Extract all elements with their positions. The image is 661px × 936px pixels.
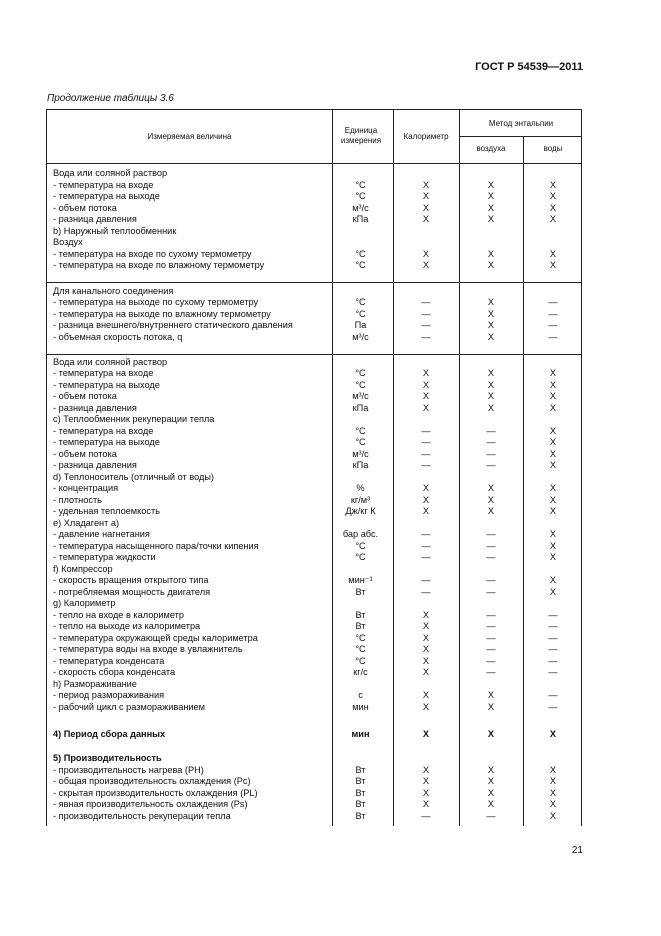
row-unit: °С <box>355 437 366 447</box>
row-label: Вода или соляной раствор <box>53 356 168 367</box>
row-label: - тепло на выходе из калориметра <box>53 621 201 631</box>
row-air-enthalpy: X <box>487 764 495 775</box>
table-row <box>47 529 583 541</box>
row-water-enthalpy: X <box>549 202 557 213</box>
row-label: Воздух <box>53 237 83 247</box>
row-air-enthalpy: — <box>486 575 496 585</box>
row-unit: Вт <box>355 799 366 809</box>
table-row <box>47 610 583 622</box>
row-air-enthalpy: — <box>486 644 496 654</box>
row-unit: °С <box>355 368 366 378</box>
row-unit: Вт <box>355 764 366 775</box>
row-unit: °С <box>355 425 366 436</box>
row-unit: % <box>356 483 365 493</box>
row-label: - рабочий цикл с размораживанием <box>53 701 205 712</box>
row-label: - температура жидкости <box>53 552 156 562</box>
table-row <box>47 380 583 392</box>
row-unit: °С <box>355 179 366 190</box>
row-calorimeter: X <box>422 644 430 654</box>
row-water-enthalpy: X <box>549 402 557 413</box>
table-row <box>47 214 583 226</box>
col-header-enthalpy: Метод энтальпии <box>488 119 554 128</box>
row-water-enthalpy: — <box>548 701 558 712</box>
row-water-enthalpy: — <box>548 331 558 342</box>
table-row <box>47 518 583 530</box>
table-row <box>47 729 583 741</box>
row-water-enthalpy: X <box>549 575 557 585</box>
row-water-enthalpy: X <box>549 529 557 539</box>
table-row <box>47 391 583 403</box>
row-label: - производительность рекуперации тепла <box>53 810 231 821</box>
row-calorimeter: — <box>421 308 431 319</box>
row-water-enthalpy: — <box>548 320 558 330</box>
row-air-enthalpy: — <box>486 448 496 459</box>
row-air-enthalpy: — <box>486 655 496 666</box>
row-unit: кПа <box>352 214 369 224</box>
row-label: - разница давления <box>53 214 137 224</box>
row-calorimeter: — <box>421 297 431 307</box>
row-calorimeter: X <box>422 379 430 390</box>
row-air-enthalpy: X <box>487 308 495 319</box>
row-unit: м³/с <box>352 391 369 401</box>
row-water-enthalpy: X <box>549 586 557 597</box>
row-water-enthalpy: — <box>548 644 558 654</box>
row-air-enthalpy: — <box>486 810 496 821</box>
row-water-enthalpy: — <box>548 690 558 700</box>
table-row <box>47 403 583 415</box>
row-label: - разница давления <box>53 460 137 470</box>
row-unit: м³/с <box>352 202 369 213</box>
row-calorimeter: X <box>422 391 430 401</box>
col-header-air: воздуха <box>476 144 506 153</box>
row-air-enthalpy: — <box>486 586 496 597</box>
row-unit: °С <box>355 308 366 319</box>
row-label: - температура на выходе <box>53 379 160 390</box>
row-air-enthalpy: — <box>486 437 496 447</box>
table-row <box>47 621 583 633</box>
row-unit: с <box>358 690 363 700</box>
row-water-enthalpy: X <box>549 368 557 378</box>
row-unit: кг/с <box>353 667 368 677</box>
row-air-enthalpy: — <box>486 609 496 620</box>
row-unit: м³/с <box>352 448 369 459</box>
row-calorimeter: X <box>422 609 430 620</box>
table-row <box>47 575 583 587</box>
row-water-enthalpy: X <box>549 248 557 259</box>
row-label: - общая производительность охлаждения (Рс) <box>53 776 251 786</box>
row-air-enthalpy: X <box>487 690 495 700</box>
row-calorimeter: — <box>421 540 431 551</box>
row-label: b) Наружный теплообменник <box>53 225 177 236</box>
row-water-enthalpy: — <box>548 632 558 643</box>
row-calorimeter: X <box>422 787 430 798</box>
table-row <box>47 309 583 321</box>
row-water-enthalpy: X <box>549 552 557 562</box>
row-unit: бар абс. <box>342 529 379 539</box>
table-row <box>47 297 583 309</box>
row-water-enthalpy: — <box>548 667 558 677</box>
row-unit: Вт <box>355 787 366 798</box>
row-label: - потребляемая мощность двигателя <box>53 586 211 597</box>
row-water-enthalpy: X <box>549 260 557 270</box>
row-calorimeter: X <box>422 729 430 739</box>
row-label: - объем потока <box>53 202 117 213</box>
row-unit: Дж/кг К <box>345 506 376 516</box>
table-row <box>47 644 583 656</box>
table-row <box>47 449 583 461</box>
row-water-enthalpy: X <box>549 787 557 798</box>
row-air-enthalpy: X <box>487 494 495 505</box>
table-row <box>47 426 583 438</box>
row-air-enthalpy: X <box>487 179 495 190</box>
row-label: - температура на входе по влажному термометру <box>53 260 265 270</box>
data-table <box>46 109 582 826</box>
row-air-enthalpy: X <box>487 483 495 493</box>
row-water-enthalpy: X <box>549 540 557 551</box>
row-unit: м³/с <box>352 331 369 342</box>
table-row <box>47 286 583 298</box>
row-air-enthalpy: — <box>486 540 496 551</box>
row-calorimeter: — <box>421 320 431 330</box>
row-calorimeter: X <box>422 621 430 631</box>
row-calorimeter: — <box>421 448 431 459</box>
row-label: - производительность нагрева (PH) <box>53 764 204 775</box>
row-air-enthalpy: X <box>487 248 495 259</box>
row-air-enthalpy: — <box>486 529 496 539</box>
row-air-enthalpy: X <box>487 368 495 378</box>
row-calorimeter: — <box>421 586 431 597</box>
row-label: - объемная скорость потока, q <box>53 331 183 342</box>
row-label: - объем потока <box>53 391 117 401</box>
row-label: Вода или соляной раствор <box>53 168 168 178</box>
row-water-enthalpy: X <box>549 494 557 505</box>
table-row <box>47 237 583 249</box>
row-water-enthalpy: X <box>549 799 557 809</box>
table-row <box>47 368 583 380</box>
row-calorimeter: X <box>422 632 430 643</box>
row-air-enthalpy: X <box>487 391 495 401</box>
row-calorimeter: X <box>422 483 430 493</box>
row-label: - тепло на входе в калориметр <box>53 609 184 620</box>
row-label: - скорость вращения открытого типа <box>53 575 209 585</box>
row-label: - температура на выходе <box>53 191 160 201</box>
table-row <box>47 765 583 777</box>
row-water-enthalpy: X <box>549 437 557 447</box>
row-unit: °С <box>355 297 366 307</box>
row-label: g) Калориметр <box>53 598 116 608</box>
row-calorimeter: X <box>422 191 430 201</box>
row-water-enthalpy: X <box>549 379 557 390</box>
row-label: 5) Производительность <box>53 753 162 763</box>
table-row <box>47 472 583 484</box>
row-unit: °С <box>355 260 366 270</box>
row-air-enthalpy: X <box>487 202 495 213</box>
table-row <box>47 483 583 495</box>
row-air-enthalpy: X <box>487 776 495 786</box>
table-row <box>47 690 583 702</box>
row-unit: Вт <box>355 609 366 620</box>
table-row <box>47 541 583 553</box>
row-label: - температура на входе <box>53 179 154 190</box>
row-water-enthalpy: X <box>549 764 557 775</box>
row-calorimeter: — <box>421 575 431 585</box>
row-unit: °С <box>355 379 366 390</box>
row-label: f) Компрессор <box>53 563 113 574</box>
row-unit: мин⁻¹ <box>348 575 373 585</box>
row-air-enthalpy: X <box>487 214 495 224</box>
row-water-enthalpy: X <box>549 506 557 516</box>
row-unit: Вт <box>355 810 366 821</box>
row-air-enthalpy: X <box>487 506 495 516</box>
row-label: h) Размораживание <box>53 678 137 689</box>
col-header-water: воды <box>543 144 563 153</box>
row-calorimeter: — <box>421 460 431 470</box>
row-unit: °С <box>355 644 366 654</box>
row-air-enthalpy: — <box>486 552 496 562</box>
row-water-enthalpy: — <box>548 297 558 307</box>
col-header-unit: Единица измерения <box>340 126 382 145</box>
row-label: е) Хладагент а) <box>53 517 120 528</box>
row-water-enthalpy: X <box>549 729 557 739</box>
row-air-enthalpy: — <box>486 621 496 631</box>
table-caption: Продолжение таблицы 3.6 <box>47 93 174 104</box>
row-air-enthalpy: X <box>487 787 495 798</box>
row-calorimeter: — <box>421 425 431 436</box>
row-air-enthalpy: X <box>487 331 495 342</box>
row-calorimeter: X <box>422 368 430 378</box>
row-calorimeter: X <box>422 776 430 786</box>
row-label: - разница давления <box>53 402 137 413</box>
row-calorimeter: X <box>422 202 430 213</box>
row-calorimeter: — <box>421 529 431 539</box>
row-label: - концентрация <box>53 483 119 493</box>
row-label: - скорость сбора конденсата <box>53 667 176 677</box>
row-water-enthalpy: X <box>549 448 557 459</box>
table-row <box>47 191 583 203</box>
row-unit: Па <box>354 320 367 330</box>
table-row <box>47 249 583 261</box>
table-row <box>47 811 583 823</box>
row-label: - разница внешнего/внутреннего статического давления <box>53 320 293 330</box>
table-row <box>47 460 583 472</box>
table-row <box>47 753 583 765</box>
table-row <box>47 226 583 238</box>
col-header-calorimeter: Калориметр <box>403 132 449 141</box>
row-label: - плотность <box>53 494 102 505</box>
row-water-enthalpy: — <box>548 609 558 620</box>
row-calorimeter: X <box>422 214 430 224</box>
row-label: - объем потока <box>53 448 117 459</box>
row-label: - температура на входе <box>53 425 154 436</box>
row-air-enthalpy: X <box>487 320 495 330</box>
row-unit: °С <box>355 191 366 201</box>
row-air-enthalpy: — <box>486 632 496 643</box>
row-water-enthalpy: — <box>548 308 558 319</box>
table-row <box>47 656 583 668</box>
row-calorimeter: X <box>422 701 430 712</box>
col-header-quantity: Измеряемая величина <box>147 132 232 141</box>
row-label: - давление нагнетания <box>53 529 150 539</box>
table-row <box>47 702 583 714</box>
row-water-enthalpy: X <box>549 776 557 786</box>
row-unit: мин <box>351 729 370 739</box>
page-number: 21 <box>571 845 583 856</box>
table-row <box>47 564 583 576</box>
table-row <box>47 495 583 507</box>
row-label: - температура на выходе <box>53 437 160 447</box>
row-calorimeter: X <box>422 402 430 413</box>
row-label: с) Теплообменник рекуперации тепла <box>53 414 215 424</box>
table-header <box>47 110 581 164</box>
row-air-enthalpy: X <box>487 402 495 413</box>
row-unit: °С <box>355 540 366 551</box>
table-row <box>47 320 583 332</box>
row-label: - температура воды на входе в увлажнитель <box>53 644 243 654</box>
table-row <box>47 414 583 426</box>
row-unit: Вт <box>355 586 366 597</box>
row-unit: кг/м³ <box>350 494 371 505</box>
row-air-enthalpy: — <box>486 460 496 470</box>
row-calorimeter: — <box>421 331 431 342</box>
row-air-enthalpy: X <box>487 701 495 712</box>
row-calorimeter: — <box>421 810 431 821</box>
row-air-enthalpy: X <box>487 191 495 201</box>
row-unit: Вт <box>355 621 366 631</box>
row-water-enthalpy: X <box>549 483 557 493</box>
row-air-enthalpy: X <box>487 379 495 390</box>
row-label: Для канального соединения <box>53 285 174 296</box>
row-unit: °С <box>355 632 366 643</box>
row-calorimeter: — <box>421 552 431 562</box>
row-calorimeter: X <box>422 667 430 677</box>
row-calorimeter: — <box>421 437 431 447</box>
row-label: - температура окружающей среды калориметра <box>53 632 258 643</box>
row-unit: Вт <box>355 776 366 786</box>
row-unit: кПа <box>352 402 369 413</box>
row-unit: мин <box>352 701 369 712</box>
row-label: d) Теплоноситель (отличный от воды) <box>53 471 214 482</box>
row-water-enthalpy: X <box>549 460 557 470</box>
row-air-enthalpy: — <box>486 667 496 677</box>
row-air-enthalpy: X <box>487 297 495 307</box>
row-label: - температура на входе <box>53 368 154 378</box>
row-label: - период размораживания <box>53 690 165 700</box>
row-label: 4) Период сбора данных <box>53 729 166 739</box>
table-row <box>47 667 583 679</box>
row-calorimeter: X <box>422 248 430 259</box>
row-label: - температура насыщенного пара/точки кипения <box>53 540 259 551</box>
row-calorimeter: X <box>422 260 430 270</box>
table-row <box>47 437 583 449</box>
table-row <box>47 357 583 369</box>
table-row <box>47 168 583 180</box>
row-label: - температура на входе по сухому термометру <box>53 248 252 259</box>
table-row <box>47 633 583 645</box>
row-calorimeter: X <box>422 655 430 666</box>
table-row <box>47 587 583 599</box>
table-row <box>47 552 583 564</box>
table-row <box>47 506 583 518</box>
row-label: - удельная теплоемкость <box>53 506 160 516</box>
table-row <box>47 180 583 192</box>
row-air-enthalpy: X <box>487 799 495 809</box>
table-row <box>47 332 583 344</box>
row-label: - скрытая производительность охлаждения (PL) <box>53 787 258 798</box>
document-id: ГОСТ Р 54539—2011 <box>475 61 583 73</box>
row-calorimeter: X <box>422 799 430 809</box>
row-label: - явная производительность охлаждения (Ps) <box>53 799 248 809</box>
row-water-enthalpy: X <box>549 810 557 821</box>
table-row <box>47 776 583 788</box>
row-water-enthalpy: X <box>549 191 557 201</box>
row-unit: кПа <box>352 460 369 470</box>
row-label: - температура на выходе по влажному термометру <box>53 308 271 319</box>
row-air-enthalpy: X <box>487 260 495 270</box>
row-water-enthalpy: — <box>548 621 558 631</box>
row-water-enthalpy: X <box>549 214 557 224</box>
row-calorimeter: X <box>422 764 430 775</box>
row-calorimeter: X <box>422 179 430 190</box>
row-label: - температура конденсата <box>53 655 165 666</box>
row-air-enthalpy: X <box>487 729 495 739</box>
table-row <box>47 260 583 272</box>
table-row <box>47 799 583 811</box>
row-calorimeter: X <box>422 494 430 505</box>
table-row <box>47 788 583 800</box>
row-water-enthalpy: X <box>549 425 557 436</box>
row-water-enthalpy: X <box>549 391 557 401</box>
table-row <box>47 679 583 691</box>
row-calorimeter: X <box>422 690 430 700</box>
row-air-enthalpy: — <box>486 425 496 436</box>
table-row <box>47 598 583 610</box>
row-unit: °С <box>355 655 366 666</box>
row-water-enthalpy: X <box>549 179 557 190</box>
row-label: - температура на выходе по сухому термометру <box>53 297 259 307</box>
row-unit: °С <box>355 552 366 562</box>
table-row <box>47 203 583 215</box>
row-calorimeter: X <box>422 506 430 516</box>
row-water-enthalpy: — <box>548 655 558 666</box>
row-unit: °С <box>355 248 366 259</box>
